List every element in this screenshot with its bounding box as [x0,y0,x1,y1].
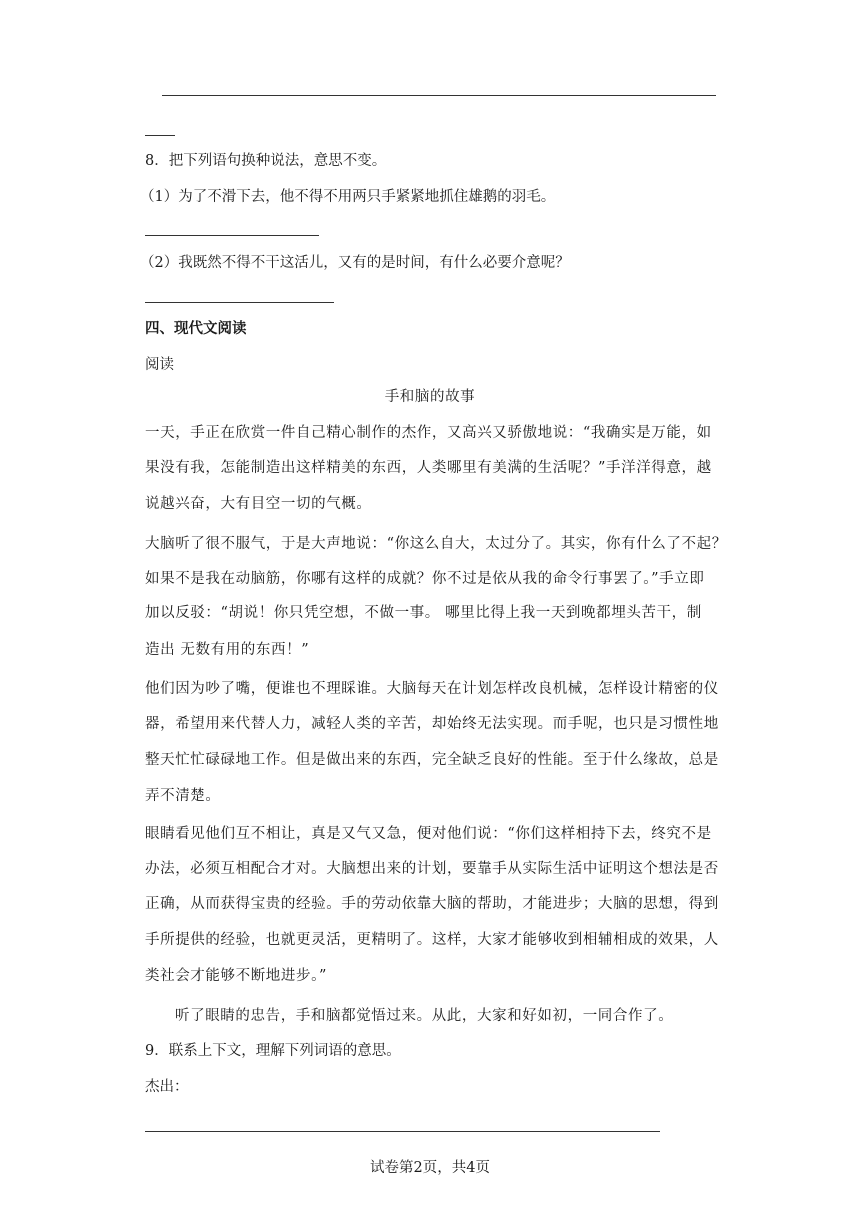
story-line: 手所提供的经验，也就更灵活，更精明了。这样，大家才能够收到相辅相成的效果，人 [145,932,719,948]
story-line: 加以反驳：“胡说！你只凭空想，不做一事。 哪里比得上我一天到晚都埋头苦干，制 [145,605,702,621]
question-8-item-1: （1）为了不滑下去，他不得不用两只手紧紧地抓住雄鹅的羽毛。 [140,189,556,205]
story-line: 听了眼睛的忠告，手和脑都觉悟过来。从此，大家和好如初，一同合作了。 [175,1008,674,1024]
question-9-term: 杰出： [145,1079,189,1095]
question-8-prompt: 8．把下列语句换种说法，意思不变。 [145,153,387,169]
story-line: 弄不清楚。 [145,788,221,804]
question-9-prompt: 9．联系上下文，理解下列词语的意思。 [145,1043,401,1059]
question-8-item-2: （2）我既然不得不干这活儿，又有的是时间，有什么必要介意呢？ [140,255,570,271]
answer-line-9[interactable] [145,1131,660,1132]
story-line: 眼睛看见他们互不相让，真是又气又急，便对他们说：“你们这样相持下去，终究不是 [145,826,712,842]
story-line: 一天，手正在欣赏一件自己精心制作的杰作，又高兴又骄傲地说：“我确实是万能，如 [145,425,712,441]
story-line: 说越兴奋，大有目空一切的气概。 [145,496,372,512]
story-line: 正确，从而获得宝贵的经验。手的劳动依靠大脑的帮助，才能进步；大脑的思想，得到 [145,896,719,912]
story-line: 器，希望用来代替人力，减轻人类的辛苦，却始终无法实现。而手呢，也只是习惯性地 [145,716,719,732]
page-footer: 试卷第2页，共4页 [370,1160,490,1176]
story-line: 他们因为吵了嘴，便谁也不理睬谁。大脑每天在计划怎样改良机械，怎样设计精密的仪 [145,681,719,697]
story-line: 果没有我，怎能制造出这样精美的东西，人类哪里有美满的生活呢？”手洋洋得意，越 [145,460,712,476]
story-line: 如果不是我在动脑筋，你哪有这样的成就？你不过是依从我的命令行事罢了。”手立即 [145,571,705,587]
answer-line-short [145,135,175,136]
story-line: 大脑听了很不服气，于是大声地说：“你这么自大，太过分了。其实，你有什么了不起？ [145,536,727,552]
section-label: 阅读 [145,357,174,373]
answer-line-8-1[interactable] [145,235,319,236]
answer-line-top [162,95,716,96]
story-line: 整天忙忙碌碌地工作。但是做出来的东西，完全缺乏良好的性能。至于什么缘故，总是 [145,752,719,768]
story-line: 造出 无数有用的东西！” [145,642,310,658]
section-heading: 四、现代文阅读 [145,320,247,337]
story-line: 办法，必须互相配合才对。大脑想出来的计划，要靠手从实际生活中证明这个想法是否 [145,861,719,877]
answer-line-8-2[interactable] [145,302,334,303]
story-title: 手和脑的故事 [384,389,476,405]
story-line: 类社会才能够不断地进步。” [145,968,327,984]
